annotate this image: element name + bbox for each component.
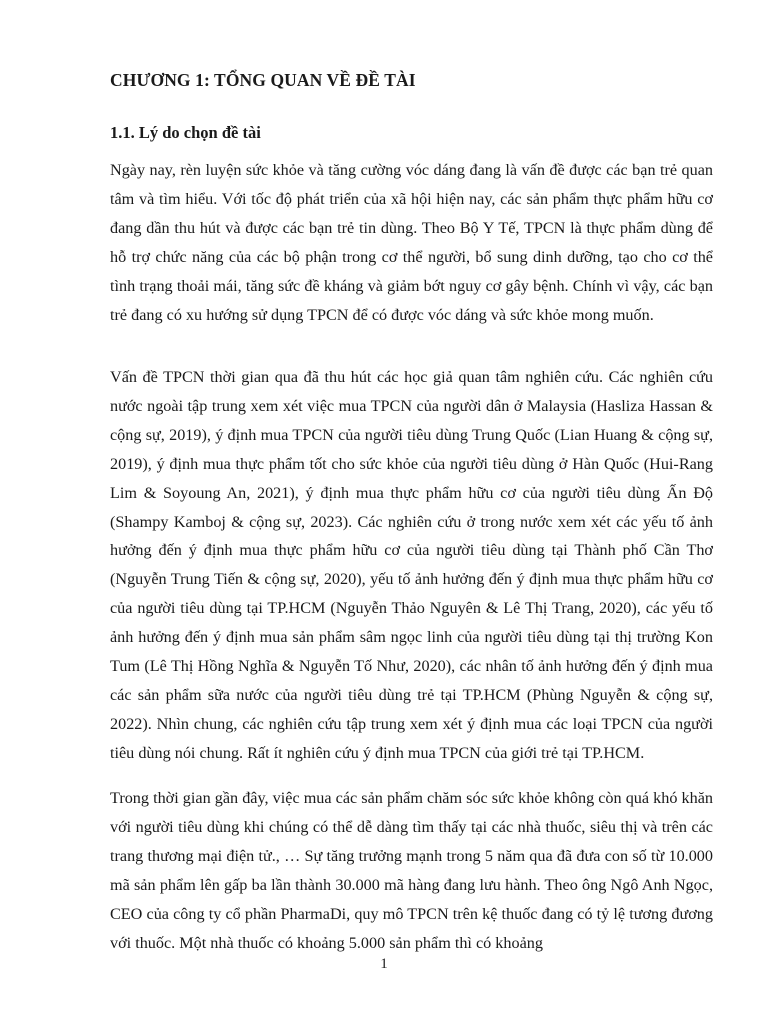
paragraph-2 — [110, 363, 713, 768]
paragraph-1 — [110, 156, 713, 329]
page-number: 1 — [380, 956, 388, 972]
paragraph-text: Vấn đề TPCN thời gian qua đã thu hút các học giả quan tâm nghiên cứu. Các nghiên cứu nước ngoài tập trung xem xét việc mua TPCN của người dân ở Malaysia (Hasliza Hassan & cộng sự, 2019), ý định mua TPCN của người tiêu dùng Trung Quốc (Lian Huang & cộng sự, 2019), ý định mua thực phẩm tốt cho sức khỏe của người tiêu dùng ở Hàn Quốc (Hui-Rang Lim & Soyoung An, 2021), ý định mua thực phẩm hữu cơ của người tiêu dùng Ấn Độ (Shampy Kamboj & cộng sự, 2023). Các nghiên cứu ở trong nước xem xét các yếu tố ảnh hưởng đến ý định mua thực phẩm hữu cơ của người tiêu dùng tại Thành phố Cần Thơ (Nguyễn Trung Tiến & cộng sự, 2020), yếu tố ảnh hưởng đến ý định mua thực phẩm hữu cơ của người tiêu dùng tại TP.HCM (Nguyễn Thảo Nguyên & Lê Thị Trang, 2020), các yếu tố ảnh hưởng đến ý định mua sản phẩm sâm ngọc linh của người tiêu dùng tại thị trường Kon Tum (Lê Thị Hồng Nghĩa & Nguyễn Tố Như, 2020), các nhân tố ảnh hưởng đến ý định mua các sản phẩm sữa nước của người tiêu dùng trẻ tại TP.HCM (Phùng Nguyễn & cộng sự, 2022). Nhìn chung, các nghiên cứu tập trung xem xét ý định mua các loại TPCN của người tiêu dùng nói chung. Rất ít nghiên cứu ý định mua TPCN của giới trẻ tại TP.HCM. — [110, 368, 713, 762]
paragraph-text: Ngày nay, rèn luyện sức khỏe và tăng cường vóc dáng đang là vấn đề được các bạn trẻ quan tâm và tìm hiểu. Với tốc độ phát triển của xã hội hiện nay, các sản phẩm thực phẩm hữu cơ đang dần thu hút và được các bạn trẻ tin dùng. Theo Bộ Y Tế, TPCN là thực phẩm dùng để hỗ trợ chức năng của các bộ phận trong cơ thể người, bổ sung dinh dưỡng, tạo cho cơ thể tình trạng thoải mái, tăng sức đề kháng và giảm bớt nguy cơ gây bệnh. Chính vì vậy, các bạn trẻ đang có xu hướng sử dụng TPCN để có được vóc dáng và sức khỏe mong muốn. — [110, 161, 713, 324]
section-title: 1.1. Lý do chọn đề tài — [110, 123, 261, 142]
paragraph-3 — [110, 784, 713, 957]
chapter-title: CHƯƠNG 1: TỔNG QUAN VỀ ĐỀ TÀI — [110, 70, 416, 90]
paragraph-text: Trong thời gian gần đây, việc mua các sản phẩm chăm sóc sức khỏe không còn quá khó khăn với người tiêu dùng khi chúng có thể dễ dàng tìm thấy tại các nhà thuốc, siêu thị và trên các trang thương mại điện tử., … Sự tăng trưởng mạnh trong 5 năm qua đã đưa con số từ 10.000 mã sản phẩm lên gấp ba lần thành 30.000 mã hàng đang lưu hành. Theo ông Ngô Anh Ngọc, CEO của công ty cổ phần PharmaDi, quy mô TPCN trên kệ thuốc đang có tỷ lệ tương đương với thuốc. Một nhà thuốc có khoảng 5.000 sản phẩm thì có khoảng — [110, 789, 713, 952]
